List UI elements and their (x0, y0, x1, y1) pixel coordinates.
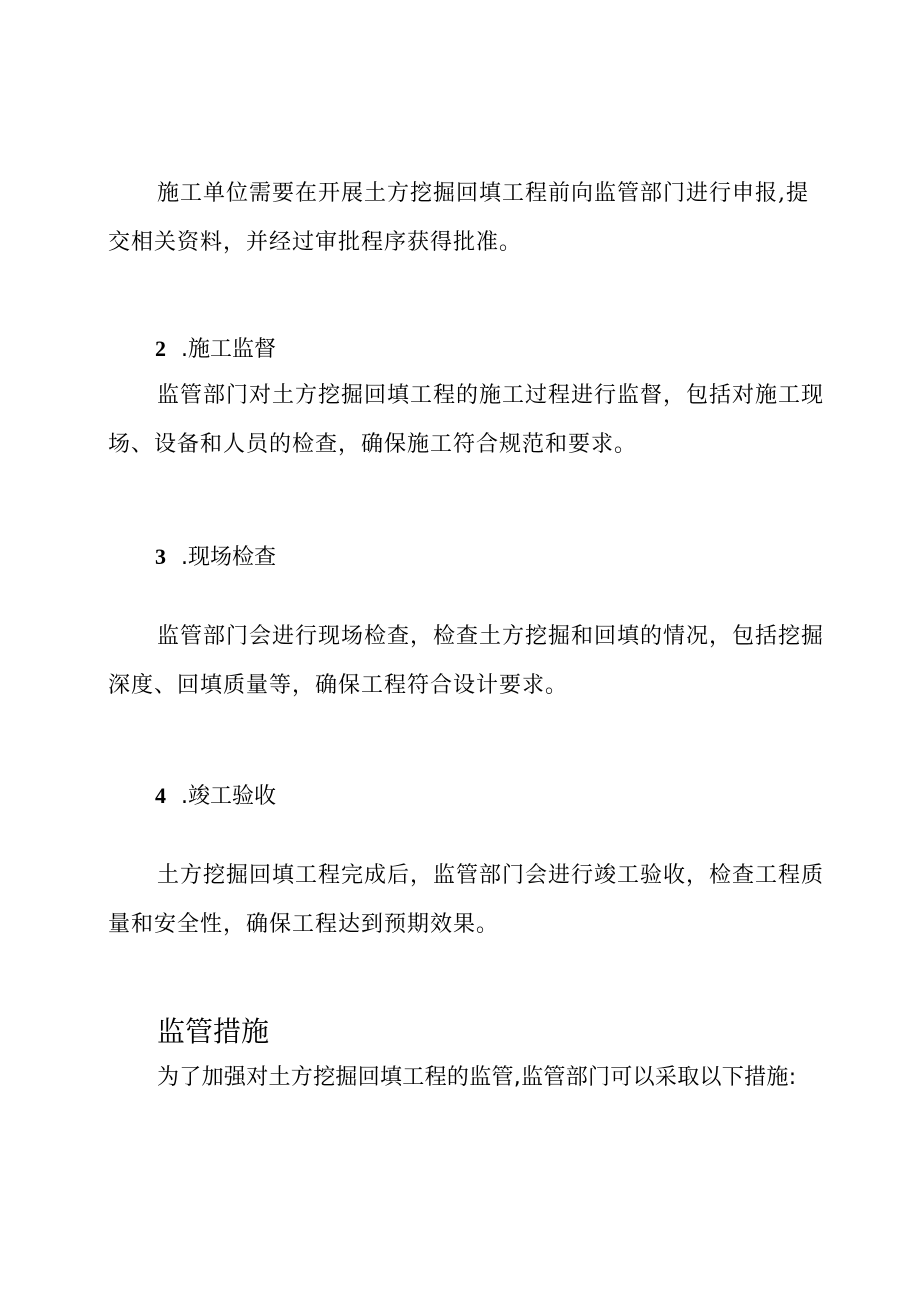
heading-title: .施工监督 (181, 337, 276, 362)
section-heading (155, 335, 276, 364)
paragraph-line: 交相关资料，并经过审批程序获得批准。 (108, 230, 523, 255)
paragraph-line: 监管部门对土方挖掘回填工程的施工过程进行监督，包括对施工现 (157, 383, 825, 408)
paragraph-line: 场、设备和人员的检查，确保施工符合规范和要求。 (108, 432, 638, 457)
paragraph-line: 施工单位需要在开展土方挖掘回填工程前向监管部门进行申报,提 (157, 181, 809, 206)
heading-number: 2 (155, 336, 166, 361)
paragraph-line: 土方挖掘回填工程完成后，监管部门会进行竣工验收，检查工程质 (157, 863, 825, 888)
section-heading (155, 543, 276, 572)
heading-title: .现场检查 (181, 545, 276, 570)
paragraph-line: 深度、回填质量等，确保工程符合设计要求。 (108, 673, 569, 698)
intro-paragraph: 为了加强对土方挖掘回填工程的监管,监管部门可以采取以下措施: (157, 1065, 797, 1090)
section-heading (155, 782, 276, 811)
heading-number: 3 (155, 544, 166, 569)
section-title: 监管措施 (157, 1015, 270, 1048)
heading-title: .竣工验收 (181, 784, 276, 809)
heading-number: 4 (155, 783, 166, 808)
paragraph-line: 量和安全性，确保工程达到预期效果。 (108, 912, 500, 937)
paragraph-line: 监管部门会进行现场检查，检查土方挖掘和回填的情况，包括挖掘 (157, 624, 825, 649)
